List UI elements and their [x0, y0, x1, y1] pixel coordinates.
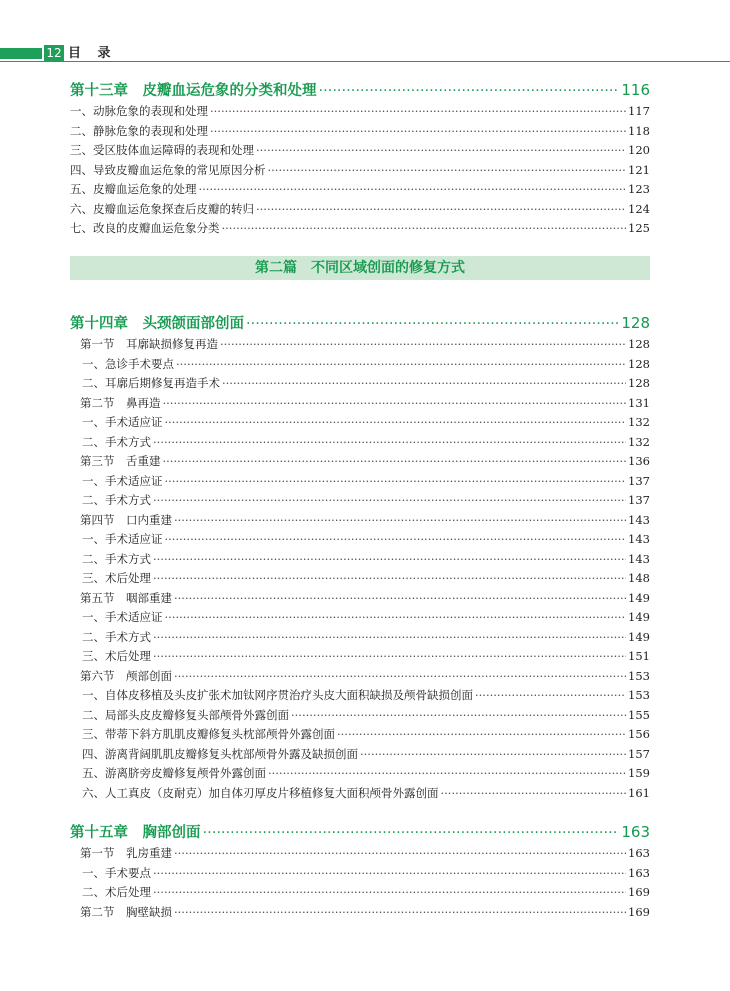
toc-entry[interactable] [70, 569, 650, 589]
entry-label: 四、导致皮瓣血运危象的常见原因分析 [70, 162, 266, 177]
header-title: 目 录 [68, 46, 117, 61]
entry-page: 169 [628, 904, 650, 919]
chapter-14-heading[interactable] [70, 311, 650, 335]
entry-page: 163 [628, 865, 650, 880]
toc-section-entry[interactable] [70, 511, 650, 531]
leader-dots [174, 589, 626, 609]
leader-dots [153, 864, 626, 884]
entry-page: 128 [628, 356, 650, 371]
entry-page: 169 [628, 885, 650, 899]
entry-label: 六、人工真皮（皮耐克）加自体刃厚皮片移植修复大面积颅骨外露创面 [82, 785, 439, 800]
entry-label: 二、手术方式 [82, 551, 151, 566]
entry-label: 五、皮瓣血运危象的处理 [70, 182, 197, 196]
toc-entry[interactable] [70, 491, 650, 511]
entry-label: 二、静脉危象的表现和处理 [70, 123, 208, 138]
entry-page: 131 [628, 395, 650, 410]
entry-page: 128 [628, 376, 650, 390]
entry-page: 143 [628, 512, 650, 527]
toc-entry[interactable] [70, 413, 650, 433]
toc-section-entry[interactable] [70, 667, 650, 687]
toc-chapter-15 [70, 820, 650, 922]
entry-label: 二、手术方式 [82, 434, 151, 449]
leader-dots [441, 784, 627, 804]
entry-label: 二、耳廓后期修复再造手术 [82, 376, 220, 390]
entry-label: 五、游离脐旁皮瓣修复颅骨外露创面 [82, 766, 266, 780]
leader-dots [220, 335, 626, 355]
entry-page: 161 [628, 785, 650, 800]
leader-dots [199, 180, 627, 200]
toc-entry[interactable] [70, 550, 650, 570]
entry-label: 第三节 舌重建 [80, 454, 161, 468]
leader-dots [319, 79, 620, 103]
entry-label: 一、急诊手术要点 [82, 356, 174, 371]
toc-chapter-13 [70, 78, 650, 239]
leader-dots [165, 608, 627, 628]
chapter-page: 116 [621, 81, 650, 99]
toc-entry[interactable] [70, 628, 650, 648]
entry-page: 132 [628, 415, 650, 429]
entry-page: 136 [628, 454, 650, 468]
leader-dots [163, 394, 627, 414]
toc-section-entry[interactable] [70, 335, 650, 355]
toc-entry[interactable] [70, 374, 650, 394]
entry-page: 132 [628, 434, 650, 449]
chapter-title: 第十三章 皮瓣血运危象的分类和处理 [70, 83, 317, 99]
leader-dots [174, 903, 626, 923]
leader-dots [256, 200, 626, 220]
leader-dots [174, 844, 626, 864]
entry-page: 149 [628, 610, 650, 624]
entry-label: 二、手术方式 [82, 493, 151, 507]
leader-dots [174, 511, 626, 531]
entry-label: 第二节 鼻再造 [80, 395, 161, 410]
leader-dots [163, 452, 627, 472]
entry-page: 153 [628, 668, 650, 683]
entry-page: 120 [628, 143, 650, 157]
entry-label: 一、动脉危象的表现和处理 [70, 104, 208, 118]
leader-dots [222, 374, 626, 394]
entry-page: 153 [628, 688, 650, 702]
leader-dots [165, 413, 627, 433]
entry-page: 143 [628, 532, 650, 546]
toc-entry[interactable] [70, 141, 650, 161]
chapter-15-items [70, 844, 650, 922]
toc-entry[interactable] [70, 608, 650, 628]
entry-page: 149 [628, 590, 650, 605]
entry-label: 二、局部头皮皮瓣修复头部颅骨外露创面 [82, 707, 289, 722]
toc-entry[interactable] [70, 200, 650, 220]
leader-dots [210, 102, 626, 122]
toc-entry[interactable] [70, 530, 650, 550]
leader-dots [153, 883, 626, 903]
entry-page: 143 [628, 551, 650, 566]
chapter-page: 128 [621, 314, 650, 332]
entry-label: 第四节 口内重建 [80, 512, 172, 527]
toc-entry[interactable] [70, 219, 650, 239]
page-number: 12 [44, 45, 64, 62]
chapter-page: 163 [621, 823, 650, 841]
entry-label: 第五节 咽部重建 [80, 590, 172, 605]
toc-entry[interactable] [70, 784, 650, 804]
entry-label: 第一节 乳房重建 [80, 846, 172, 860]
toc-section-entry[interactable] [70, 452, 650, 472]
entry-label: 一、自体皮移植及头皮扩张术加钛网序贯治疗头皮大面积缺损及颅骨缺损创面 [82, 688, 473, 702]
leader-dots [210, 122, 626, 142]
toc-entry[interactable] [70, 686, 650, 706]
toc-entry[interactable] [70, 647, 650, 667]
part-banner: 第二篇 不同区域创面的修复方式 [70, 256, 650, 280]
toc-entry[interactable] [70, 355, 650, 375]
toc-entry[interactable] [70, 433, 650, 453]
entry-page: 159 [628, 766, 650, 780]
chapter-13-heading[interactable] [70, 78, 650, 102]
entry-label: 四、游离背阔肌肌皮瓣修复头枕部颅骨外露及缺损创面 [82, 746, 358, 761]
toc-entry[interactable] [70, 764, 650, 784]
entry-label: 三、术后处理 [82, 649, 151, 663]
entry-label: 一、手术适应证 [82, 610, 163, 624]
leader-dots [246, 312, 619, 336]
toc-section-entry[interactable] [70, 903, 650, 923]
entry-page: 125 [628, 221, 650, 235]
leader-dots [256, 141, 626, 161]
entry-label: 七、改良的皮瓣血运危象分类 [70, 221, 220, 235]
entry-page: 148 [628, 571, 650, 585]
entry-page: 124 [628, 201, 650, 216]
entry-page: 137 [628, 493, 650, 507]
chapter-14-items [70, 335, 650, 803]
toc-section-entry[interactable] [70, 589, 650, 609]
leader-dots [291, 706, 626, 726]
leader-dots [176, 355, 626, 375]
entry-label: 第六节 颅部创面 [80, 668, 172, 683]
header-rule [0, 61, 730, 62]
entry-page: 149 [628, 629, 650, 644]
entry-label: 一、手术要点 [82, 865, 151, 880]
toc-entry[interactable] [70, 472, 650, 492]
entry-page: 118 [628, 123, 650, 138]
leader-dots [165, 472, 627, 492]
entry-label: 一、手术适应证 [82, 473, 163, 488]
leader-dots [360, 745, 626, 765]
leader-dots [153, 491, 626, 511]
toc-entry[interactable] [70, 161, 650, 181]
toc-section-entry[interactable] [70, 844, 650, 864]
entry-label: 第二节 胸壁缺损 [80, 904, 172, 919]
leader-dots [153, 647, 626, 667]
page-header [0, 45, 730, 62]
leader-dots [174, 667, 626, 687]
entry-page: 128 [628, 337, 650, 351]
leader-dots [203, 821, 620, 845]
leader-dots [268, 764, 626, 784]
chapter-13-items [70, 102, 650, 239]
toc-chapter-14 [70, 311, 650, 803]
entry-page: 151 [628, 649, 650, 663]
entry-page: 157 [628, 746, 650, 761]
header-accent-bar [0, 48, 42, 59]
entry-label: 一、手术适应证 [82, 532, 163, 546]
leader-dots [165, 530, 627, 550]
entry-page: 156 [628, 727, 650, 741]
toc-entry[interactable] [70, 725, 650, 745]
leader-dots [153, 433, 626, 453]
entry-label: 三、带蒂下斜方肌肌皮瓣修复头枕部颅骨外露创面 [82, 727, 335, 741]
entry-label: 三、受区肢体血运障碍的表现和处理 [70, 143, 254, 157]
leader-dots [337, 725, 626, 745]
toc-entry[interactable] [70, 883, 650, 903]
toc-entry[interactable] [70, 864, 650, 884]
entry-label: 第一节 耳廓缺损修复再造 [80, 337, 218, 351]
entry-label: 六、皮瓣血运危象探查后皮瓣的转归 [70, 201, 254, 216]
entry-page: 163 [628, 846, 650, 860]
chapter-15-heading[interactable] [70, 820, 650, 844]
toc-entry[interactable] [70, 102, 650, 122]
toc-section-entry[interactable] [70, 394, 650, 414]
entry-page: 117 [628, 104, 650, 118]
entry-page: 137 [628, 473, 650, 488]
leader-dots [222, 219, 627, 239]
entry-label: 二、手术方式 [82, 629, 151, 644]
entry-label: 一、手术适应证 [82, 415, 163, 429]
toc-entry[interactable] [70, 180, 650, 200]
toc-entry[interactable] [70, 122, 650, 142]
leader-dots [153, 569, 626, 589]
toc-entry[interactable] [70, 706, 650, 726]
chapter-title: 第十五章 胸部创面 [70, 825, 201, 841]
entry-label: 二、术后处理 [82, 885, 151, 899]
toc-entry[interactable] [70, 745, 650, 765]
chapter-title: 第十四章 头颈颌面部创面 [70, 316, 244, 332]
leader-dots [475, 686, 626, 706]
entry-label: 三、术后处理 [82, 571, 151, 585]
leader-dots [268, 161, 627, 181]
entry-page: 155 [628, 707, 650, 722]
entry-page: 123 [628, 182, 650, 196]
entry-page: 121 [628, 162, 650, 177]
leader-dots [153, 550, 626, 570]
leader-dots [153, 628, 626, 648]
